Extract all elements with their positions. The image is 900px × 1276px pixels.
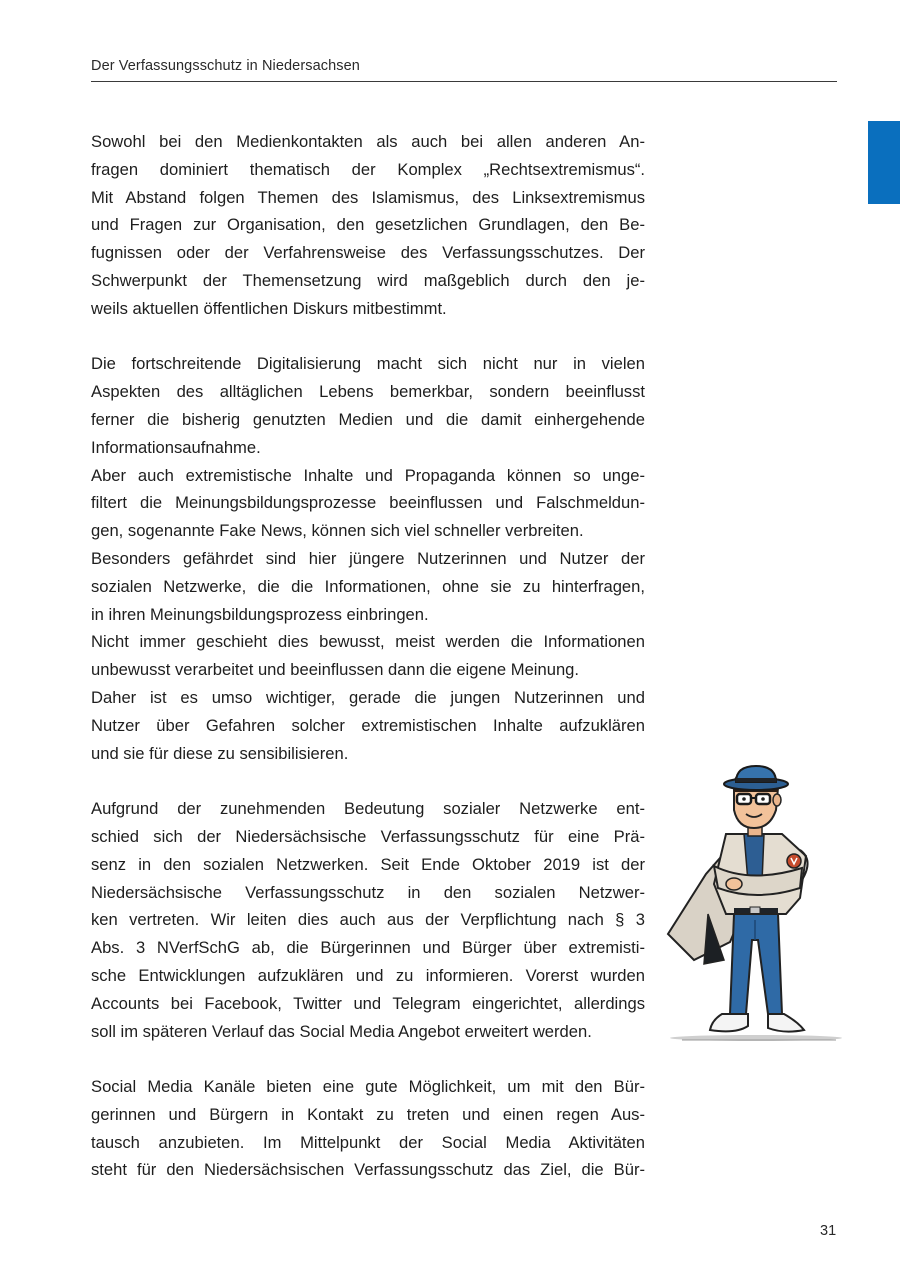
text-line: Aber auch extremistische Inhalte und Propaganda können so unge-: [91, 465, 645, 485]
text-line: tausch anzubieten. Im Mittelpunkt der Social Media Aktivitäten: [91, 1132, 645, 1152]
text-line: filtert die Meinungsbildungsprozesse beeinflussen und Falschmeldun-: [91, 493, 645, 513]
body-text: [91, 128, 645, 1184]
text-line: schied sich der Niedersächsische Verfassungsschutz für eine Prä-: [91, 826, 645, 846]
paragraph: [91, 1073, 645, 1184]
running-header: Der Verfassungsschutz in Niedersachsen: [91, 58, 360, 74]
text-line: ken vertreten. Wir leiten dies auch aus der Verpflichtung nach § 3: [91, 910, 645, 930]
text-line: Social Media Kanäle bieten eine gute Möglichkeit, um mit den Bür-: [91, 1077, 645, 1097]
detective-mascot-illustration: [664, 764, 844, 1046]
text-line: Nicht immer geschieht dies bewusst, meist werden die Informationen: [91, 632, 645, 652]
text-line: gen, sogenannte Fake News, können sich viel schneller verbreiten.: [91, 521, 584, 541]
text-line: gerinnen und Bürgern in Kontakt zu treten und einen regen Aus-: [91, 1104, 645, 1124]
text-line: Die fortschreitende Digitalisierung macht sich nicht nur in vielen: [91, 354, 645, 374]
text-line: soll im späteren Verlauf das Social Media Angebot erweitert werden.: [91, 1021, 592, 1041]
text-line: weils aktuellen öffentlichen Diskurs mitbestimmt.: [91, 298, 447, 318]
text-line: sche Entwicklungen aufzuklären und zu informieren. Vorerst wurden: [91, 965, 645, 985]
text-line: sozialen Netzwerke, die die Informationen, ohne sie zu hinterfragen,: [91, 576, 645, 596]
text-line: Informationsaufnahme.: [91, 437, 261, 457]
text-line: Nutzer über Gefahren solcher extremistischen Inhalte aufzuklären: [91, 715, 645, 735]
paragraph: [91, 628, 645, 684]
page-number: 31: [820, 1223, 837, 1239]
paragraph: [91, 350, 645, 461]
text-line: Sowohl bei den Medienkontakten als auch bei allen anderen An-: [91, 132, 645, 151]
text-line: Accounts bei Facebook, Twitter und Telegram eingerichtet, allerdings: [91, 993, 645, 1013]
text-line: fragen dominiert thematisch der Komplex „Rechtsextremismus“.: [91, 159, 645, 179]
text-line: ferner die bisherig genutzten Medien und die damit einhergehende: [91, 409, 645, 429]
paragraph: [91, 128, 645, 323]
text-line: Aufgrund der zunehmenden Bedeutung sozialer Netzwerke ent-: [91, 799, 645, 819]
text-line: fugnissen oder der Verfahrensweise des Verfassungsschutzes. Der: [91, 243, 645, 263]
text-line: Mit Abstand folgen Themen des Islamismus, des Linksextremismus: [91, 187, 645, 207]
text-line: und Fragen zur Organisation, den gesetzlichen Grundlagen, den Be-: [91, 215, 645, 235]
text-line: Aspekten des alltäglichen Lebens bemerkbar, sondern beeinflusst: [91, 382, 645, 402]
text-line: Besonders gefährdet sind hier jüngere Nutzerinnen und Nutzer der: [91, 548, 645, 568]
text-line: und sie für diese zu sensibilisieren.: [91, 743, 349, 763]
paragraph: [91, 545, 645, 628]
paragraph: [91, 684, 645, 767]
header-divider: [91, 81, 837, 82]
text-line: senz in den sozialen Netzwerken. Seit Ende Oktober 2019 ist der: [91, 854, 645, 874]
text-line: Daher ist es umso wichtiger, gerade die jungen Nutzerinnen und: [91, 687, 645, 707]
text-line: Abs. 3 NVerfSchG ab, die Bürgerinnen und Bürger über extremisti-: [91, 938, 645, 958]
text-line: unbewusst verarbeitet und beeinflussen dann die eigene Meinung.: [91, 660, 580, 680]
paragraph: [91, 795, 645, 1045]
chapter-tab-marker: [868, 121, 900, 204]
text-line: Schwerpunkt der Themensetzung wird maßgeblich durch den je-: [91, 270, 645, 290]
text-line: Niedersächsische Verfassungsschutz in den sozialen Netzwer-: [91, 882, 645, 902]
text-line: steht für den Niedersächsischen Verfassungsschutz das Ziel, die Bür-: [91, 1160, 645, 1180]
paragraph: [91, 462, 645, 545]
text-line: in ihren Meinungsbildungsprozess einbringen.: [91, 604, 429, 624]
